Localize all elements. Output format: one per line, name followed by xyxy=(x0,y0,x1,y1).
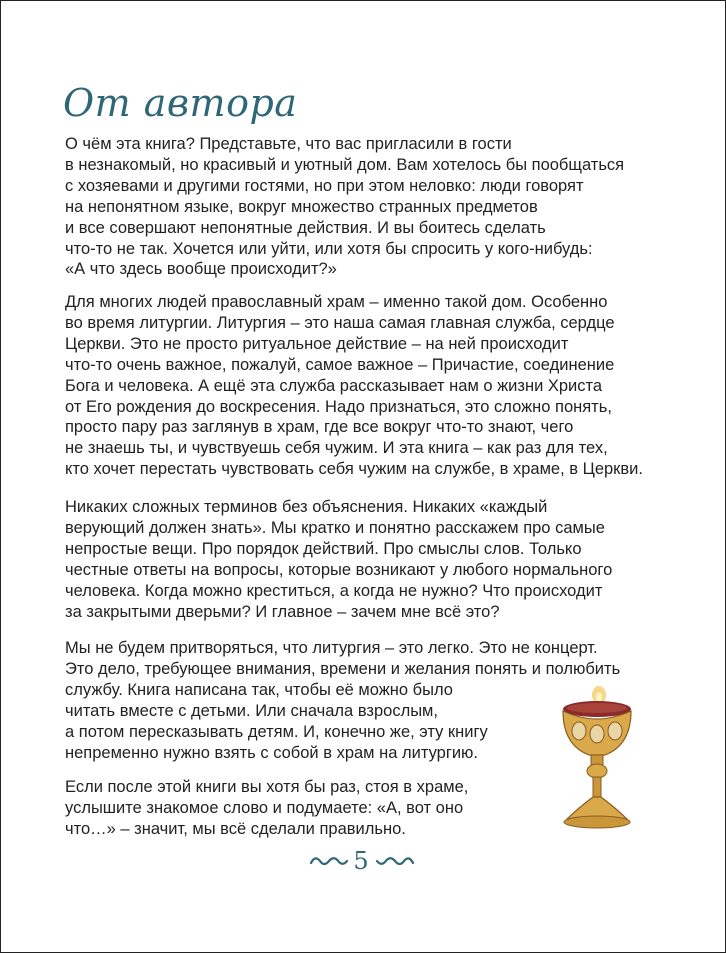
text-line: на непонятном языке, вокруг множество странных предметов xyxy=(65,197,538,216)
text-line: а потом пересказывать детям. И, конечно же, эту книгу xyxy=(65,722,488,741)
text-line: человека. Когда можно креститься, а когда не нужно? Что происходит xyxy=(65,581,603,600)
text-line: с хозяевами и другими гостями, но при этом неловко: люди говорят xyxy=(65,176,584,195)
text-line: не знаешь ты, и чувствуешь себя чужим. И эта книга – как раз для тех, xyxy=(65,439,608,458)
text-line: просто пару раз заглянув в храм, где все вокруг что-то знают, чего xyxy=(65,418,574,437)
text-line: Никаких сложных терминов без объяснения. Никаких «каждый xyxy=(65,498,548,516)
text-line: непростые вещи. Про порядок действий. Про смыслы слов. Только xyxy=(65,539,582,558)
text-line: непременно нужно взять с собой в храм на литургию. xyxy=(65,743,479,762)
text-line: читать вместе с детьми. Или сначала взрослым, xyxy=(65,701,438,720)
paragraph-2 xyxy=(65,292,685,480)
text-line: честные ответы на вопросы, которые возникают у любого нормального xyxy=(65,560,613,579)
text-line: Это дело, требующее внимания, времени и желания понять и полюбить xyxy=(65,659,621,678)
text-line: что…» – значит, мы всё сделали правильно. xyxy=(65,819,406,838)
text-line: Для многих людей православный храм – именно такой дом. Особенно xyxy=(65,293,608,311)
page-number-text: 5 xyxy=(353,847,369,875)
page-title: От автора xyxy=(63,81,298,125)
text-line: Мы не будем притворяться, что литургия – это легко. Это не концерт. xyxy=(65,639,598,657)
text-line: и все совершают непонятные действия. И вы боитесь сделать xyxy=(65,218,546,237)
text-line: во время литургии. Литургия – это наша самая главная служба, сердце xyxy=(65,313,615,332)
text-line: услышите знакомое слово и подумаете: «А, вот оно xyxy=(65,798,464,817)
text-line: верующий должен знать». Мы кратко и понятно расскажем про самые xyxy=(65,518,605,537)
text-line: кто хочет перестать чувствовать себя чужим на службе, в храме, в Церкви. xyxy=(65,460,643,479)
text-line: в незнакомый, но красивый и уютный дом. Вам хотелось бы пообщаться xyxy=(65,155,625,174)
text-line: за закрытыми дверьми? И главное – зачем мне всё это? xyxy=(65,602,500,621)
text-line: что-то очень важное, пожалуй, самое важное – Причастие, соединение xyxy=(65,355,615,374)
chalice-icon xyxy=(549,685,645,835)
paragraph-3 xyxy=(65,497,685,622)
text-line: Бога и человека. А ещё эта служба рассказывает нам о жизни Христа xyxy=(65,376,603,395)
text-line: от Его рождения до воскресения. Надо признаться, это сложно понять, xyxy=(65,397,612,416)
paragraph-1 xyxy=(65,134,685,280)
flourish-right-icon xyxy=(375,853,415,869)
text-line: «А что здесь вообще происходит?» xyxy=(65,260,337,279)
text-line: О чём эта книга? Представьте, что вас пригласили в гости xyxy=(65,135,512,153)
text-line: что-то не так. Хочется или уйти, или хотя бы спросить у кого-нибудь: xyxy=(65,239,593,258)
page-number xyxy=(291,843,431,879)
text-line: Если после этой книги вы хотя бы раз, стоя в храме, xyxy=(65,778,469,796)
text-line: службу. Книга написана так, чтобы её можно было xyxy=(65,680,453,699)
text-line: Церкви. Это не просто ритуальное действие – на ней происходит xyxy=(65,334,569,353)
